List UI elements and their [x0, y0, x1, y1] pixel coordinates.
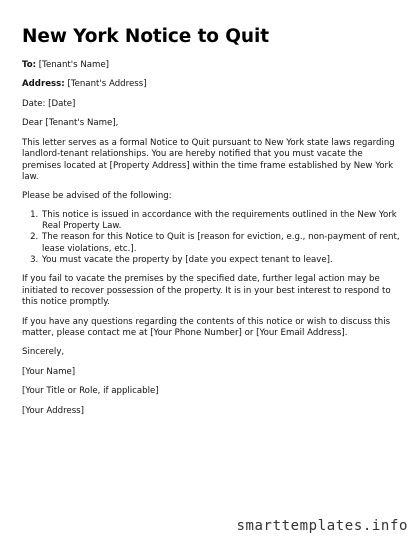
to-label: To:: [22, 60, 37, 70]
intro-paragraph: This letter serves as a formal Notice to Quit pursuant to New York state laws regarding landlord-tenant relationships. You are hereby notified that you must vacate the premises located at [Property Address] within the time frame established by New York law.: [22, 137, 395, 182]
signature-title: [Your Title or Role, if applicable]: [22, 386, 159, 397]
address-label: Address:: [22, 79, 65, 90]
recipient-line: [22, 60, 404, 71]
notice-document: [22, 26, 404, 425]
notice-points-list: [22, 210, 404, 266]
signature-name: [Your Name]: [22, 366, 76, 377]
list-item: 2. The reason for this Notice to Quit is [reason for eviction, e.g., non-payment of rent, lease violations, etc.].: [41, 232, 404, 255]
date-line: Date: [Date]: [22, 98, 76, 109]
questions-paragraph: If you have any questions regarding the contents of this notice or wish to discuss this matter, please contact me at [Your Phone Number] or [Your Email Address].: [22, 316, 391, 338]
document-title: New York Notice to Quit: [22, 26, 269, 47]
list-item: 3. You must vacate the property by [date you expect tenant to leave].: [41, 255, 404, 266]
salutation: Dear [Tenant's Name],: [22, 118, 119, 129]
signature-address: [Your Address]: [22, 405, 85, 416]
closing: Sincerely,: [22, 347, 65, 358]
failure-paragraph: If you fail to vacate the premises by the specified date, further legal action may be initiated to recover possession of the property. It is in your best interest to respond to this notice promptly.: [22, 274, 391, 308]
advised-paragraph: Please be advised of the following:: [22, 191, 172, 202]
list-item: 1. This notice is issued in accordance with the requirements outlined in the New York Real Property Law.: [41, 210, 404, 233]
to-value: [Tenant's Name]: [38, 60, 110, 70]
address-line: [22, 79, 404, 90]
site-watermark: smarttemplates.info: [236, 518, 408, 534]
address-value: [Tenant's Address]: [67, 79, 147, 90]
